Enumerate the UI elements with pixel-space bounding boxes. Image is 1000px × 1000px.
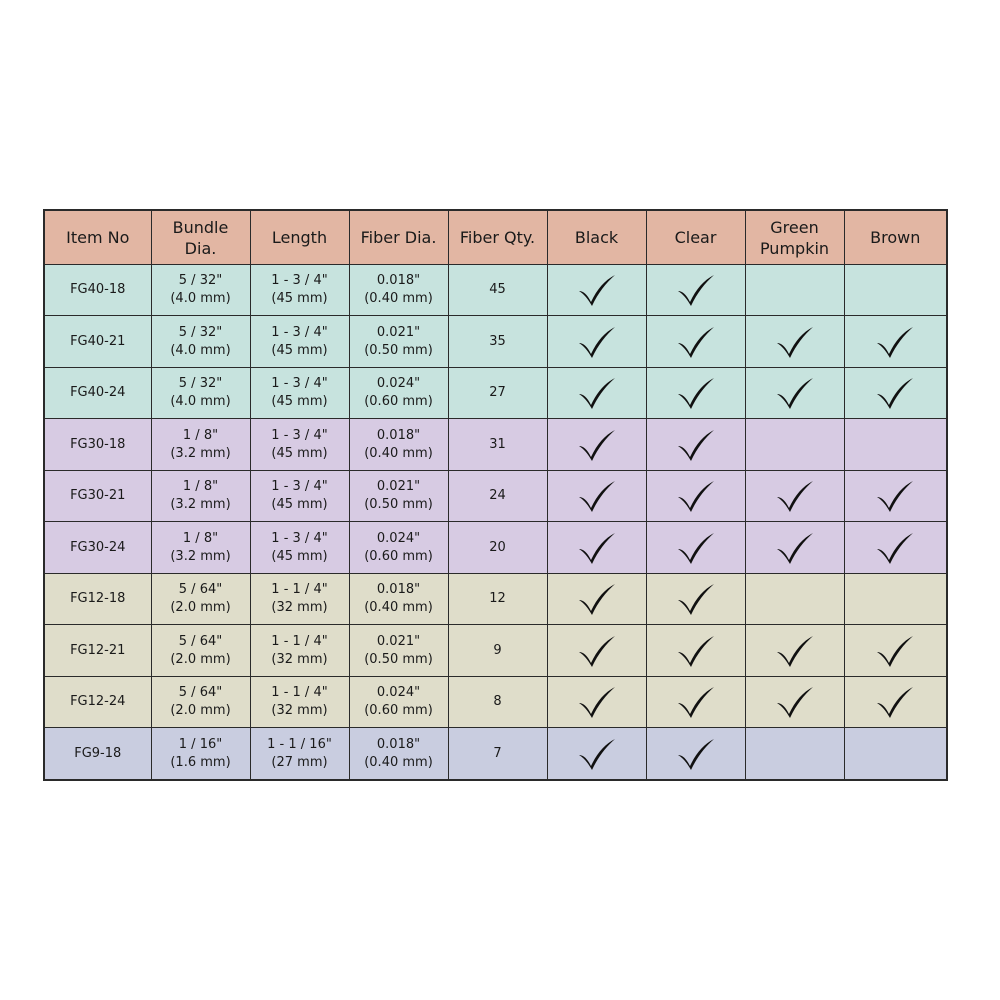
table-row (44, 419, 947, 470)
table-body (44, 265, 947, 781)
cell-fiber-qty: 24 (448, 470, 547, 521)
table-row (44, 367, 947, 418)
cell-black (547, 522, 646, 573)
cell-length (250, 265, 349, 316)
cell-black (547, 265, 646, 316)
header-item-no: Item No (44, 210, 151, 265)
table-row (44, 676, 947, 727)
cell-item-no: FG12-21 (44, 625, 151, 676)
cell-length (250, 419, 349, 470)
cell-bundle-dia (151, 419, 250, 470)
cell-length-metric: (27 mm) (271, 754, 328, 770)
cell-fiber-dia-imperial: 0.024" (376, 685, 421, 701)
cell-fiber-dia-imperial: 0.021" (376, 633, 421, 649)
table-row (44, 316, 947, 367)
cell-green-pumpkin (745, 265, 844, 316)
cell-fiber-dia (349, 676, 448, 727)
cell-brown (844, 367, 947, 418)
header-green-pumpkin-line2: Pumpkin (759, 238, 830, 258)
cell-length-metric: (45 mm) (271, 548, 328, 564)
cell-fiber-dia-metric: (0.50 mm) (364, 651, 433, 667)
cell-fiber-dia (349, 470, 448, 521)
cell-bundle-dia (151, 265, 250, 316)
check-mark-icon (647, 684, 745, 720)
cell-black (547, 676, 646, 727)
cell-fiber-dia-metric: (0.40 mm) (364, 445, 433, 461)
cell-fiber-qty: 45 (448, 265, 547, 316)
cell-length (250, 625, 349, 676)
cell-item-no: FG30-21 (44, 470, 151, 521)
cell-length-imperial: 1 - 1 / 16" (267, 736, 332, 752)
cell-fiber-dia (349, 367, 448, 418)
check-mark-icon (845, 324, 947, 360)
check-mark-icon (548, 581, 646, 617)
cell-clear (646, 728, 745, 780)
cell-fiber-dia-imperial: 0.018" (376, 582, 421, 598)
header-black: Black (547, 210, 646, 265)
cell-length (250, 316, 349, 367)
cell-length-metric: (45 mm) (271, 291, 328, 307)
cell-length (250, 676, 349, 727)
cell-bundle-dia-metric: (2.0 mm) (170, 651, 231, 667)
table-row (44, 728, 947, 780)
header-fiber-qty: Fiber Qty. (448, 210, 547, 265)
header-bundle-dia (151, 210, 250, 265)
cell-clear (646, 316, 745, 367)
check-mark-icon (746, 684, 844, 720)
cell-fiber-dia (349, 728, 448, 780)
cell-bundle-dia (151, 573, 250, 624)
cell-bundle-dia-metric: (4.0 mm) (170, 394, 231, 410)
cell-length-imperial: 1 - 1 / 4" (271, 582, 328, 598)
cell-length-metric: (32 mm) (271, 703, 328, 719)
header-length: Length (250, 210, 349, 265)
check-mark-icon (647, 633, 745, 669)
cell-bundle-dia-imperial: 5 / 64" (178, 685, 223, 701)
cell-bundle-dia-metric: (2.0 mm) (170, 600, 231, 616)
cell-black (547, 470, 646, 521)
cell-length (250, 522, 349, 573)
cell-fiber-dia-metric: (0.60 mm) (364, 394, 433, 410)
check-mark-icon (548, 684, 646, 720)
cell-fiber-qty: 7 (448, 728, 547, 780)
check-mark-icon (548, 375, 646, 411)
cell-clear (646, 367, 745, 418)
cell-clear (646, 522, 745, 573)
cell-fiber-dia-metric: (0.40 mm) (364, 600, 433, 616)
cell-bundle-dia-imperial: 1 / 8" (182, 427, 219, 443)
cell-brown (844, 470, 947, 521)
check-mark-icon (647, 478, 745, 514)
cell-brown (844, 419, 947, 470)
cell-fiber-dia-imperial: 0.024" (376, 376, 421, 392)
cell-bundle-dia-metric: (3.2 mm) (170, 497, 231, 513)
cell-length-metric: (45 mm) (271, 342, 328, 358)
table-row (44, 265, 947, 316)
cell-bundle-dia (151, 316, 250, 367)
check-mark-icon (548, 324, 646, 360)
cell-fiber-dia-imperial: 0.018" (376, 427, 421, 443)
cell-length-metric: (45 mm) (271, 445, 328, 461)
cell-black (547, 367, 646, 418)
cell-fiber-qty: 20 (448, 522, 547, 573)
cell-item-no: FG40-24 (44, 367, 151, 418)
cell-green-pumpkin (745, 470, 844, 521)
table-row (44, 470, 947, 521)
header-bundle-dia-line1: Bundle (172, 217, 229, 237)
cell-fiber-dia (349, 265, 448, 316)
check-mark-icon (548, 272, 646, 308)
cell-black (547, 728, 646, 780)
cell-fiber-dia (349, 573, 448, 624)
table-row (44, 625, 947, 676)
fiber-spec-table (43, 209, 948, 781)
cell-bundle-dia-metric: (4.0 mm) (170, 342, 231, 358)
cell-clear (646, 573, 745, 624)
cell-fiber-dia-metric: (0.40 mm) (364, 754, 433, 770)
cell-fiber-qty: 8 (448, 676, 547, 727)
cell-fiber-dia (349, 316, 448, 367)
cell-fiber-dia (349, 625, 448, 676)
check-mark-icon (746, 478, 844, 514)
check-mark-icon (845, 375, 947, 411)
cell-green-pumpkin (745, 522, 844, 573)
cell-fiber-dia-metric: (0.60 mm) (364, 548, 433, 564)
check-mark-icon (845, 478, 947, 514)
cell-brown (844, 625, 947, 676)
cell-clear (646, 625, 745, 676)
cell-brown (844, 316, 947, 367)
cell-length-imperial: 1 - 3 / 4" (271, 427, 328, 443)
cell-bundle-dia (151, 522, 250, 573)
check-mark-icon (548, 736, 646, 772)
cell-brown (844, 728, 947, 780)
cell-bundle-dia (151, 625, 250, 676)
header-brown: Brown (844, 210, 947, 265)
cell-bundle-dia-imperial: 1 / 8" (182, 479, 219, 495)
cell-bundle-dia-imperial: 1 / 16" (178, 736, 223, 752)
cell-green-pumpkin (745, 728, 844, 780)
cell-fiber-dia-metric: (0.50 mm) (364, 497, 433, 513)
cell-clear (646, 676, 745, 727)
header-green-pumpkin-line1: Green (770, 217, 819, 237)
cell-black (547, 625, 646, 676)
cell-green-pumpkin (745, 367, 844, 418)
cell-green-pumpkin (745, 573, 844, 624)
cell-fiber-dia (349, 419, 448, 470)
check-mark-icon (548, 633, 646, 669)
cell-length (250, 470, 349, 521)
cell-item-no: FG40-21 (44, 316, 151, 367)
cell-item-no: FG12-24 (44, 676, 151, 727)
header-clear: Clear (646, 210, 745, 265)
cell-item-no: FG12-18 (44, 573, 151, 624)
cell-bundle-dia-imperial: 5 / 64" (178, 633, 223, 649)
cell-length-imperial: 1 - 3 / 4" (271, 273, 328, 289)
header-fiber-dia: Fiber Dia. (349, 210, 448, 265)
cell-fiber-dia-imperial: 0.021" (376, 324, 421, 340)
cell-green-pumpkin (745, 625, 844, 676)
table-row (44, 522, 947, 573)
cell-length-imperial: 1 - 3 / 4" (271, 324, 328, 340)
table-row (44, 573, 947, 624)
cell-brown (844, 573, 947, 624)
cell-green-pumpkin (745, 676, 844, 727)
cell-brown (844, 265, 947, 316)
cell-length-metric: (45 mm) (271, 497, 328, 513)
cell-fiber-dia-imperial: 0.021" (376, 479, 421, 495)
cell-bundle-dia (151, 470, 250, 521)
header-bundle-dia-line2: Dia. (184, 238, 217, 258)
check-mark-icon (647, 736, 745, 772)
check-mark-icon (746, 633, 844, 669)
cell-fiber-dia (349, 522, 448, 573)
cell-fiber-qty: 12 (448, 573, 547, 624)
cell-fiber-dia-metric: (0.40 mm) (364, 291, 433, 307)
cell-bundle-dia-metric: (4.0 mm) (170, 291, 231, 307)
cell-length-imperial: 1 - 3 / 4" (271, 376, 328, 392)
check-mark-icon (746, 530, 844, 566)
cell-fiber-dia-metric: (0.50 mm) (364, 342, 433, 358)
check-mark-icon (845, 684, 947, 720)
cell-fiber-qty: 27 (448, 367, 547, 418)
cell-item-no: FG40-18 (44, 265, 151, 316)
cell-fiber-qty: 9 (448, 625, 547, 676)
check-mark-icon (647, 375, 745, 411)
cell-bundle-dia-imperial: 5 / 64" (178, 582, 223, 598)
cell-length (250, 728, 349, 780)
cell-bundle-dia-metric: (3.2 mm) (170, 445, 231, 461)
check-mark-icon (746, 324, 844, 360)
cell-item-no: FG30-24 (44, 522, 151, 573)
cell-bundle-dia-metric: (1.6 mm) (170, 754, 231, 770)
cell-length-imperial: 1 - 3 / 4" (271, 530, 328, 546)
cell-length (250, 573, 349, 624)
cell-bundle-dia-imperial: 1 / 8" (182, 530, 219, 546)
cell-fiber-dia-metric: (0.60 mm) (364, 703, 433, 719)
cell-length-metric: (45 mm) (271, 394, 328, 410)
cell-bundle-dia (151, 367, 250, 418)
cell-fiber-dia-imperial: 0.024" (376, 530, 421, 546)
cell-green-pumpkin (745, 316, 844, 367)
cell-fiber-dia-imperial: 0.018" (376, 736, 421, 752)
cell-brown (844, 676, 947, 727)
cell-fiber-qty: 35 (448, 316, 547, 367)
cell-clear (646, 265, 745, 316)
check-mark-icon (647, 581, 745, 617)
cell-length-metric: (32 mm) (271, 600, 328, 616)
cell-bundle-dia (151, 676, 250, 727)
cell-clear (646, 419, 745, 470)
cell-black (547, 316, 646, 367)
check-mark-icon (548, 427, 646, 463)
cell-item-no: FG30-18 (44, 419, 151, 470)
cell-length-imperial: 1 - 3 / 4" (271, 479, 328, 495)
cell-bundle-dia-metric: (3.2 mm) (170, 548, 231, 564)
check-mark-icon (647, 324, 745, 360)
cell-bundle-dia-imperial: 5 / 32" (178, 376, 223, 392)
check-mark-icon (845, 530, 947, 566)
cell-item-no: FG9-18 (44, 728, 151, 780)
header-green-pumpkin (745, 210, 844, 265)
cell-length-imperial: 1 - 1 / 4" (271, 633, 328, 649)
cell-black (547, 419, 646, 470)
cell-bundle-dia-imperial: 5 / 32" (178, 324, 223, 340)
cell-bundle-dia-metric: (2.0 mm) (170, 703, 231, 719)
cell-fiber-dia-imperial: 0.018" (376, 273, 421, 289)
check-mark-icon (548, 478, 646, 514)
check-mark-icon (746, 375, 844, 411)
cell-black (547, 573, 646, 624)
cell-clear (646, 470, 745, 521)
cell-fiber-qty: 31 (448, 419, 547, 470)
check-mark-icon (647, 272, 745, 308)
check-mark-icon (647, 427, 745, 463)
cell-brown (844, 522, 947, 573)
cell-length-metric: (32 mm) (271, 651, 328, 667)
header-row (44, 210, 947, 265)
check-mark-icon (845, 633, 947, 669)
cell-bundle-dia (151, 728, 250, 780)
check-mark-icon (548, 530, 646, 566)
cell-length (250, 367, 349, 418)
cell-green-pumpkin (745, 419, 844, 470)
check-mark-icon (647, 530, 745, 566)
cell-length-imperial: 1 - 1 / 4" (271, 685, 328, 701)
cell-bundle-dia-imperial: 5 / 32" (178, 273, 223, 289)
